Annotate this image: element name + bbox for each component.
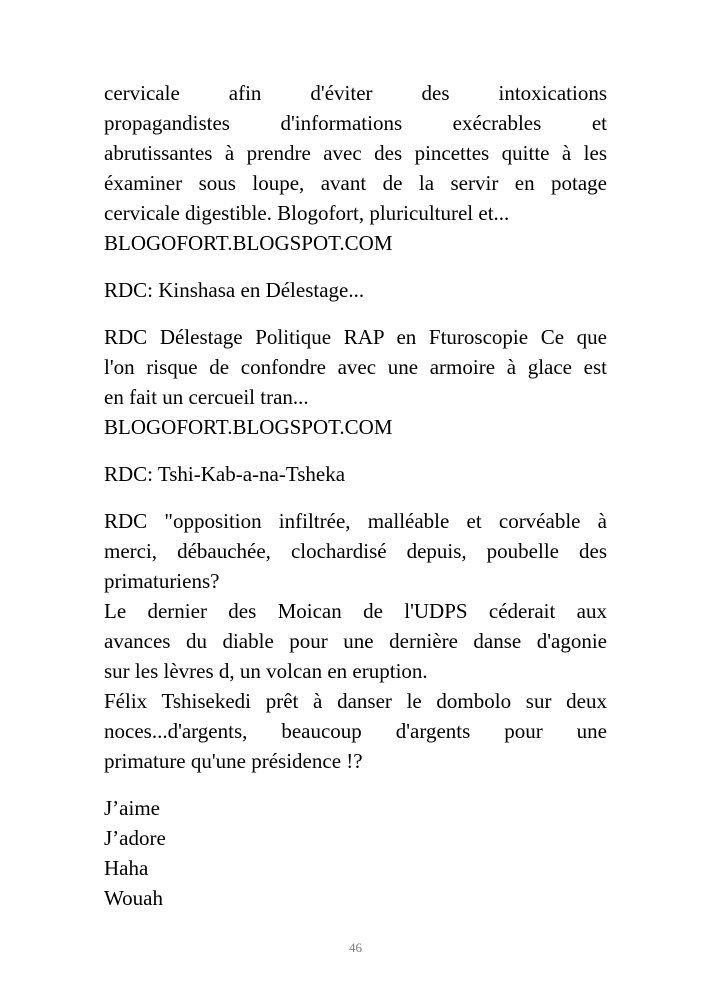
text-line: en fait un cercueil tran...: [104, 385, 309, 409]
text-content: [104, 78, 607, 913]
text-line: RDC Délestage Politique RAP en Fturoscopie Ce que: [104, 325, 607, 349]
text-line: l'on risque de confondre avec une armoire à glace est: [104, 355, 607, 379]
text-line: primature qu'une présidence !?: [104, 749, 363, 773]
paragraph-post-excerpt-1: [104, 78, 607, 258]
text-line: BLOGOFORT.BLOGSPOT.COM: [104, 231, 393, 255]
text-line: BLOGOFORT.BLOGSPOT.COM: [104, 415, 393, 439]
paragraph-reactions: [104, 793, 607, 913]
page-number: 46: [349, 940, 362, 955]
paragraph-post-excerpt-2: [104, 322, 607, 442]
text-line: Le dernier des Moican de l'UDPS céderait aux: [104, 599, 607, 623]
text-line: cervicale digestible. Blogofort, pluriculturel et...: [104, 201, 510, 225]
text-line: RDC: Kinshasa en Délestage...: [104, 278, 365, 302]
text-line: J’aime: [104, 796, 160, 820]
text-line: Haha: [104, 856, 149, 880]
paragraph-post-body: [104, 506, 607, 776]
text-line: abrutissantes à prendre avec des pincettes quitte à les: [104, 141, 607, 165]
text-line: J’adore: [104, 826, 166, 850]
text-line: avances du diable pour une dernière danse d'agonie: [104, 629, 607, 653]
text-line: RDC "opposition infiltrée, malléable et corvéable à: [104, 509, 607, 533]
text-line: Félix Tshisekedi prêt à danser le dombolo sur deux: [104, 689, 607, 713]
text-line: merci, débauchée, clochardisé depuis, poubelle des: [104, 539, 607, 563]
text-line: Wouah: [104, 886, 163, 910]
text-line: primaturiens?: [104, 569, 220, 593]
text-line: propagandistes d'informations exécrables et: [104, 111, 607, 135]
text-line: sur les lèvres d, un volcan en eruption.: [104, 659, 428, 683]
text-line: RDC: Tshi-Kab-a-na-Tsheka: [104, 462, 346, 486]
text-line: noces...d'argents, beaucoup d'argents pour une: [104, 719, 607, 743]
text-line: éxaminer sous loupe, avant de la servir en potage: [104, 171, 607, 195]
paragraph-post-title-1: [104, 275, 607, 305]
paragraph-post-title-2: [104, 459, 607, 489]
text-line: cervicale afin d'éviter des intoxications: [104, 81, 607, 105]
